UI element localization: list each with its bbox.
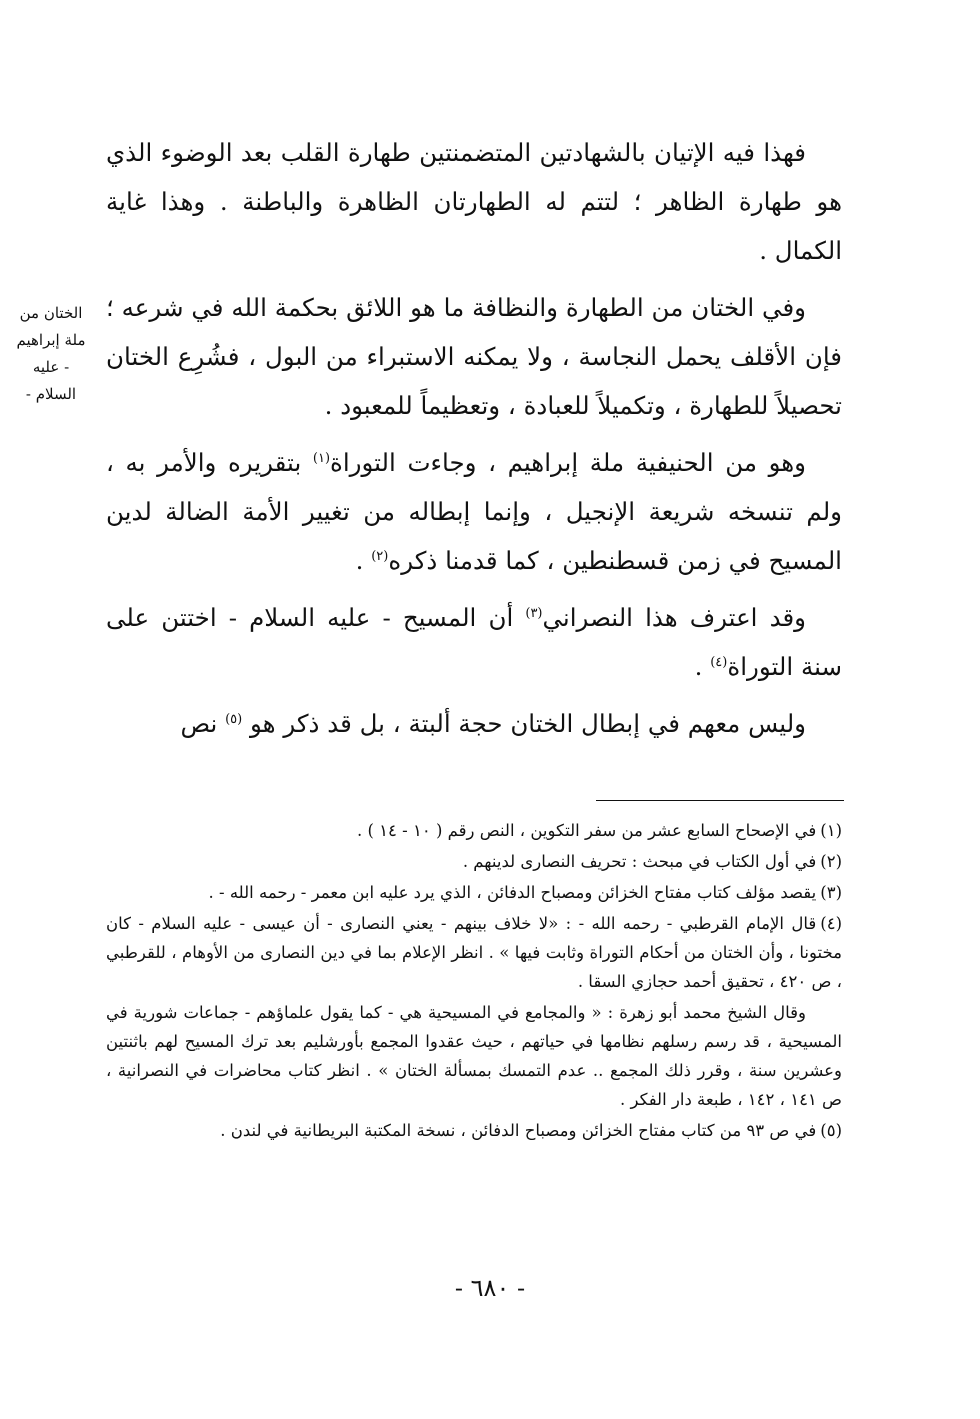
paragraph-2: وفي الختان من الطهارة والنظافة ما هو اللائق بحكمة الله في شرعه ؛ فإن الأقلف يحمل النجاسة ، ولا يمكنه الاستبراء من البول ، فشُرِع الختان تحصيلاً للطهارة ، وتكميلاً للعبادة ، وتعظيماً للمعبود . (106, 293, 842, 420)
footnote-ref-4: (٤) (710, 654, 728, 670)
footnote-text: قال الإمام القرطبي - رحمه الله - : «لا خلاف بينهم - يعني النصارى - أن عيسى - عليه السلام - كان مختونا ، وأن الختان من أحكام التوراة وثابت فيها » . انظر الإعلام بما في دين النصارى من الأوهام ، للقرطبي ، ص ٤٢٠ ، تحقيق أحمد حجازي السقا . (106, 914, 842, 991)
paragraph-1: فهذا فيه الإتيان بالشهادتين المتضمنتين طهارة القلب بعد الوضوء الذي هو طهارة الظاهر ؛ لتتم له الطهارتان الظاهرة والباطنة . وهذا غاية الكمال . (106, 138, 842, 265)
footnote-number: (٤) (820, 914, 842, 933)
footnote-2 (106, 847, 842, 876)
footnote-text: في الإصحاح السابع عشر من سفر التكوين ، النص رقم ( ١٠ - ١٤ ) . (357, 821, 817, 840)
footnote-5 (106, 1116, 842, 1145)
footnote-text: يقصد مؤلف كتاب مفتاح الخزائن ومصباح الدفائن ، الذي يرد عليه ابن معمر - رحمه الله - . (208, 883, 817, 902)
paragraph-3-text-b: بتقريره والأمر به ، ولم تنسخه شريعة الإنجيل ، وإنما إبطاله من تغيير الأمة الضالة لدين المسيح في زمن قسطنطين ، كما قدمنا ذكره (106, 448, 842, 575)
page-number: - ٦٨٠ - (454, 1274, 526, 1302)
margin-note-line: السلام - (25, 385, 77, 403)
footnote-text: وقال الشيخ محمد أبو زهرة : « والمجامع في المسيحية هي - كما يقول علماؤهم - جماعات شورية في المسيحية ، قد رسم رسلهم نظامها في حياتهم ، حيث عقدوا المجمع بأورشليم بعد ترك المسيح لهم باثنتين وعشرين سنة ، وقرر ذلك المجمع .. عدم التمسك بمسألة الختان » . انظر كتاب محاضرات في النصرانية ، ص ١٤١ ، ١٤٢ ، طبعة دار الفكر . (106, 1003, 842, 1109)
footnote-ref-1: (١) (312, 450, 331, 466)
paragraph-3-text-c: . (355, 546, 372, 575)
margin-note-line: - عليه (32, 358, 70, 376)
margin-note-line: ملة إبراهيم (16, 331, 86, 349)
paragraph-5 (106, 699, 842, 748)
main-text (106, 128, 842, 756)
paragraph-5-text-b: نص (180, 709, 226, 738)
paragraph-4-text-a: وقد اعترف هذا النصراني (542, 603, 806, 632)
footnote-number: (٢) (820, 852, 842, 871)
paragraph-3-text-a: وهو من الحنيفية ملة إبراهيم ، وجاءت التوراة (330, 448, 806, 477)
footnote-text: في أول الكتاب في مبحث : تحريف النصارى لدينهم . (462, 852, 817, 871)
footnote-ref-5: (٥) (225, 711, 243, 727)
footnote-4-continued (106, 998, 842, 1114)
footnote-4 (106, 909, 842, 996)
footnote-separator (596, 800, 844, 801)
paragraph-4-text-c: . (694, 652, 711, 681)
paragraph-4 (106, 593, 842, 691)
footnote-text: في ص ٩٣ من كتاب مفتاح الخزائن ومصباح الدفائن ، نسخة المكتبة البريطانية في لندن . (220, 1121, 817, 1140)
footnote-number: (٣) (820, 883, 842, 902)
paragraph-4-text-b: أن المسيح - عليه السلام - اختتن على سنة التوراة (106, 603, 842, 681)
footnotes (106, 816, 842, 1147)
footnote-ref-2: (٢) (371, 548, 389, 564)
footnote-1 (106, 816, 842, 845)
margin-note (8, 300, 94, 408)
paragraph-3 (106, 438, 842, 585)
paragraph-5-text-a: وليس معهم في إبطال الختان حجة ألبتة ، بل قد ذكر هو (242, 709, 806, 738)
footnote-number: (١) (820, 821, 842, 840)
margin-note-line: الختان من (19, 304, 83, 322)
footnote-3 (106, 878, 842, 907)
footnote-number: (٥) (820, 1121, 842, 1140)
footnote-ref-3: (٣) (525, 605, 543, 621)
